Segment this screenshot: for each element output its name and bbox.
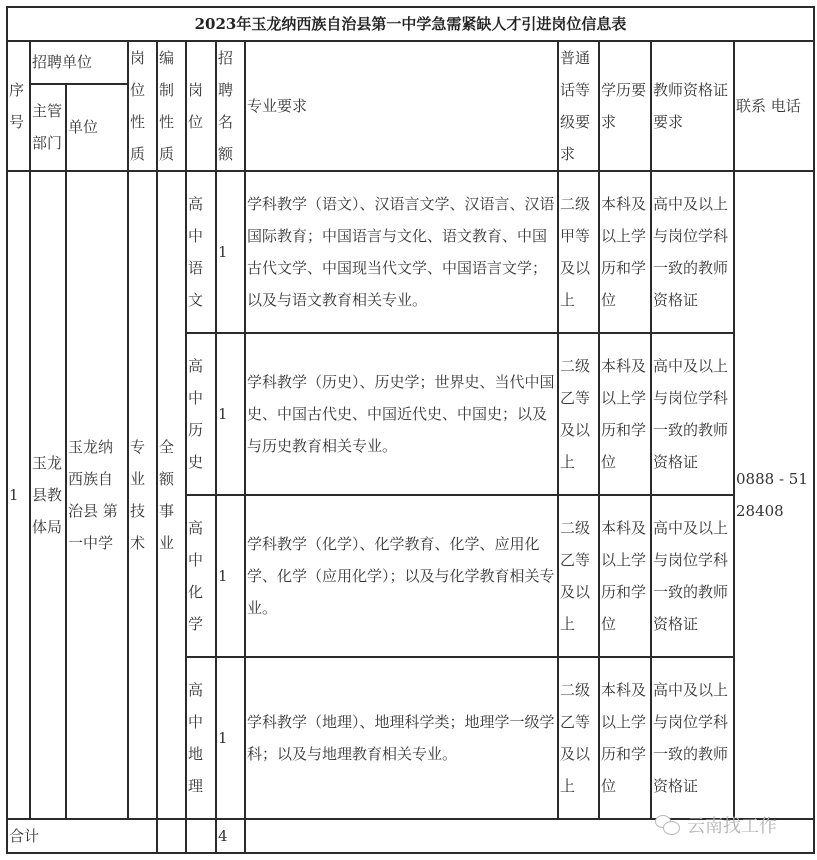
cell-quota: 1 bbox=[216, 333, 245, 495]
header-unit: 单位 bbox=[66, 84, 128, 171]
header-certificate: 教师资格证要求 bbox=[651, 41, 734, 171]
total-quota: 4 bbox=[216, 819, 245, 853]
cell-unit: 玉龙纳西族自治县 第一中学 bbox=[66, 171, 128, 819]
cell-mandarin: 二级甲等及以上 bbox=[558, 171, 599, 333]
cell-quota: 1 bbox=[216, 171, 245, 333]
watermark bbox=[655, 812, 777, 838]
table-row bbox=[7, 171, 814, 333]
cell-major: 学科教学（化学）、化学教育、化学、应用化学、化学（应用化学）；以及与化学教育相关专业。 bbox=[245, 495, 558, 657]
cell-certificate: 高中及以上与岗位学科一致的教师资格证 bbox=[651, 495, 734, 657]
cell-mandarin: 二级乙等及以上 bbox=[558, 333, 599, 495]
header-unit-group: 招聘单位 bbox=[30, 41, 128, 84]
watermark-text: 云南找工作 bbox=[687, 816, 777, 837]
cell-post-nature: 专业技术 bbox=[128, 171, 157, 819]
header-row-1 bbox=[7, 41, 814, 84]
header-contact: 联系 电话 bbox=[734, 41, 814, 171]
cell-certificate: 高中及以上与岗位学科一致的教师资格证 bbox=[651, 657, 734, 819]
cell-certificate: 高中及以上与岗位学科一致的教师资格证 bbox=[651, 333, 734, 495]
total-empty-staff bbox=[157, 819, 186, 853]
cell-quota: 1 bbox=[216, 495, 245, 657]
cell-mandarin: 二级乙等及以上 bbox=[558, 657, 599, 819]
header-post-nature: 岗位性质 bbox=[128, 41, 157, 171]
header-quota: 招聘名额 bbox=[216, 41, 245, 171]
header-major: 专业要求 bbox=[245, 41, 558, 171]
cell-certificate: 高中及以上与岗位学科一致的教师资格证 bbox=[651, 171, 734, 333]
cell-major: 学科教学（历史）、历史学；世界史、当代中国史、中国古代史、中国近代史、中国史；以及与历史教育相关专业。 bbox=[245, 333, 558, 495]
cell-staff-nature: 全额事业 bbox=[157, 171, 186, 819]
header-seq: 序号 bbox=[7, 41, 30, 171]
job-info-table bbox=[6, 6, 815, 854]
table-title: 2023年玉龙纳西族自治县第一中学急需紧缺人才引进岗位信息表 bbox=[7, 7, 814, 41]
cell-post: 高中语文 bbox=[186, 171, 216, 333]
header-education: 学历要求 bbox=[599, 41, 651, 171]
cell-mandarin: 二级乙等及以上 bbox=[558, 495, 599, 657]
cell-quota: 1 bbox=[216, 657, 245, 819]
cell-major: 学科教学（语文）、汉语言文学、汉语言、汉语国际教育；中国语言与文化、语文教育、中国古代文学、中国现当代文学、中国语言文学；以及与语文教育相关专业。 bbox=[245, 171, 558, 333]
cell-education: 本科及以上学历和学位 bbox=[599, 657, 651, 819]
cell-education: 本科及以上学历和学位 bbox=[599, 333, 651, 495]
cell-dept: 玉龙县教体局 bbox=[30, 171, 66, 819]
header-staff-nature: 编制性质 bbox=[157, 41, 186, 171]
total-empty-post bbox=[186, 819, 216, 853]
header-dept: 主管部门 bbox=[30, 84, 66, 171]
cell-education: 本科及以上学历和学位 bbox=[599, 495, 651, 657]
total-label: 合计 bbox=[7, 819, 157, 853]
title-row bbox=[7, 7, 814, 41]
cell-post: 高中历史 bbox=[186, 333, 216, 495]
cell-post: 高中化学 bbox=[186, 495, 216, 657]
cell-education: 本科及以上学历和学位 bbox=[599, 171, 651, 333]
header-post: 岗位 bbox=[186, 41, 216, 171]
cell-seq: 1 bbox=[7, 171, 30, 819]
cell-post: 高中地理 bbox=[186, 657, 216, 819]
wechat-icon bbox=[655, 815, 681, 835]
cell-major: 学科教学（地理）、地理科学类；地理学一级学科；以及与地理教育相关专业。 bbox=[245, 657, 558, 819]
cell-contact: 0888 - 5128408 bbox=[734, 171, 814, 819]
header-mandarin: 普通话等级要求 bbox=[558, 41, 599, 171]
